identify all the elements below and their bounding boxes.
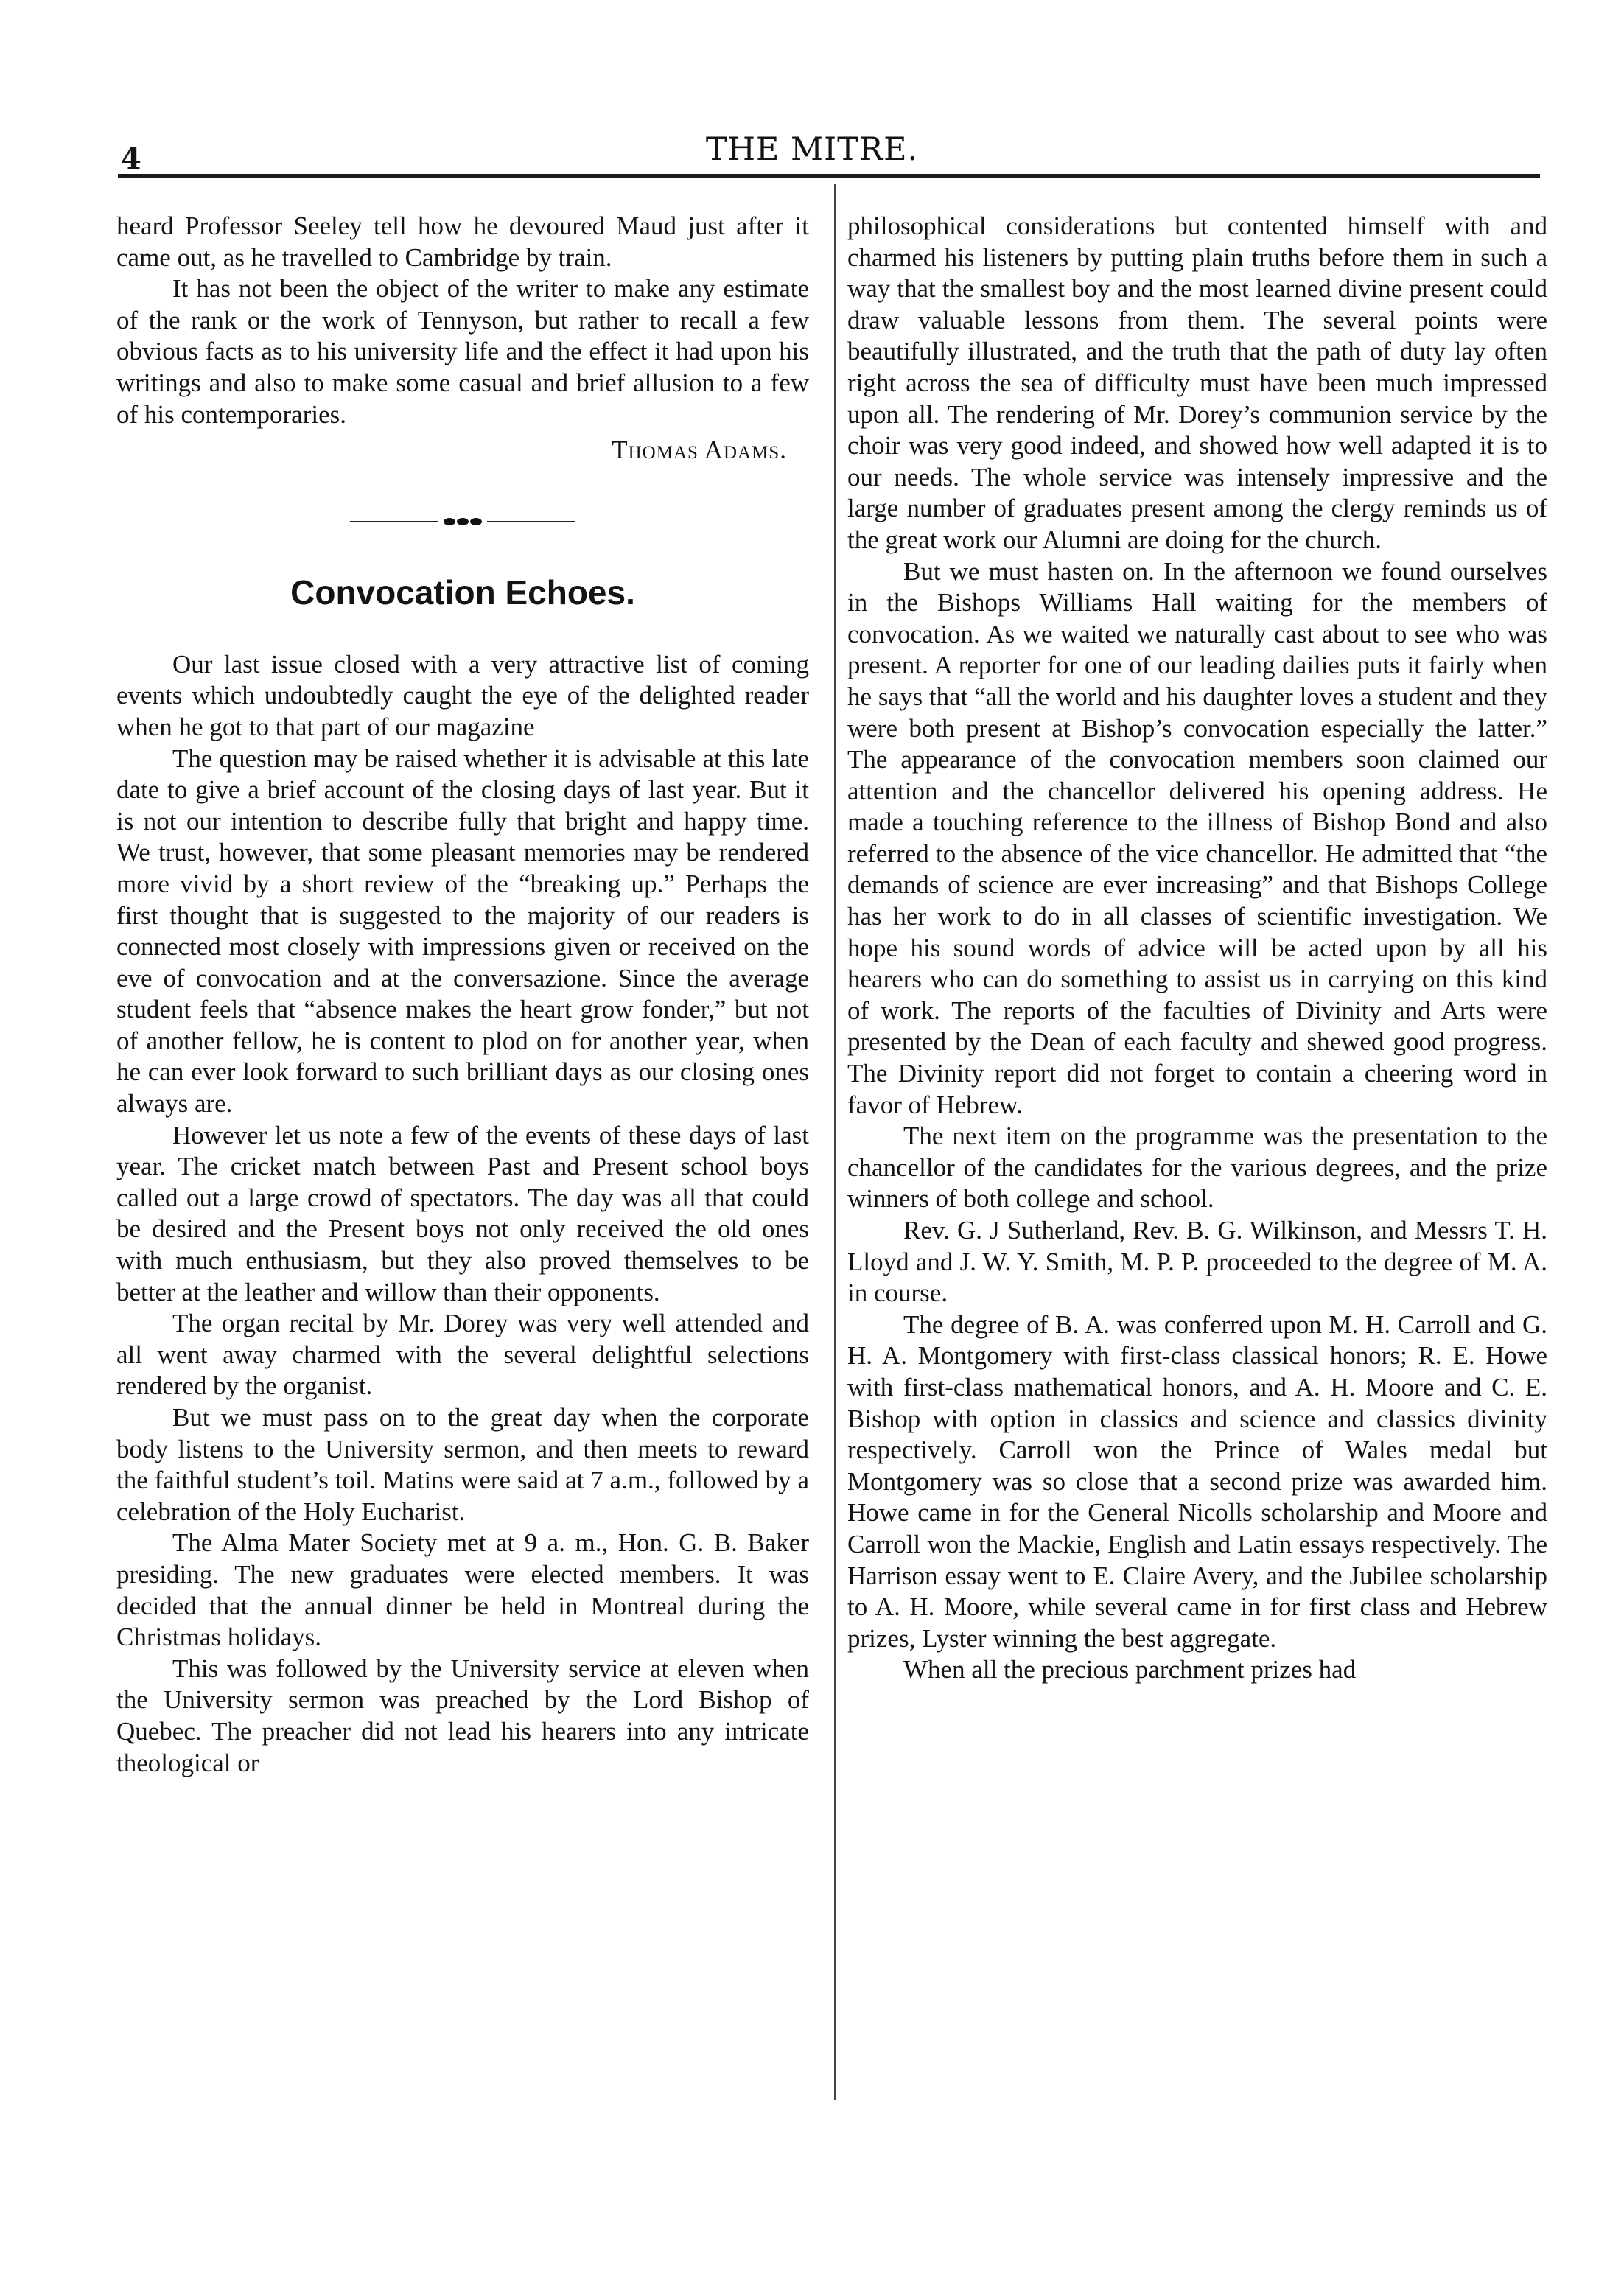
- author-signature: Thomas Adams.: [612, 435, 787, 465]
- ornament-line: [350, 521, 438, 522]
- right-column: [847, 211, 1547, 2127]
- paragraph: The degree of B. A. was conferred upon M. H. Carroll and G. H. A. Montgomery with first-class classical honors; R. E. Howe with first-class mathematical honors, and A. H. Moore and C. E. Bishop with option in classics and science and classics divinity respectively. Carroll won the Prince of Wales medal but Montgomery was so close that a second prize was awarded him. Howe came in for the General Nicolls scholarship and Moore and Carroll won the Mackie, English and Latin essays respectively. The Harrison essay went to E. Claire Avery, and the Jubilee scholarship to A. H. Moore, while several came in for first class and Hebrew prizes, Lyster winning the best aggregate.: [847, 1309, 1547, 1653]
- paragraph: But we must pass on to the great day when the corporate body listens to the University sermon, and then meets to reward the faithful student’s toil. Matins were said at 7 a.m., followed by a celebration of the Holy Eucharist.: [116, 1403, 809, 1526]
- header-rule: [118, 174, 1540, 178]
- paragraph: The next item on the programme was the presentation to the chancellor of the candidates for the various degrees, and the prize winners of both college and school.: [847, 1121, 1547, 1214]
- left-column: [116, 211, 809, 2127]
- ornament-dots-icon: [443, 518, 483, 525]
- paragraph: Rev. G. J Sutherland, Rev. B. G. Wilkinson, and Messrs T. H. Lloyd and J. W. Y. Smith, M. P. P. proceeded to the degree of M. A. in course.: [847, 1216, 1547, 1308]
- paragraph: The question may be raised whether it is advisable at this late date to give a brief account of the closing days of last year. But it is not our intention to describe fully that bright and happy time. We trust, however, that some pleasant memories may be rendered more vivid by a short review of the “breaking up.” Perhaps the first thought that is suggested to the majority of our readers is connected most closely with impressions given or received on the eve of convocation and at the conversazione. Since the average student feels that “absence makes the heart grow fonder,” but not of another fellow, he is content to plod on for another year, when he can ever look forward to such brilliant days as our closing ones always are.: [116, 743, 809, 1119]
- paragraph: But we must hasten on. In the afternoon we found ourselves in the Bishops Williams Hall waiting for the members of convocation. As we waited we naturally cast about to see who was present. A reporter for one of our leading dailies puts it fairly when he says that “all the world and his daughter loves a student and they were both present at Bishop’s convocation especially the latter.” The appearance of the convocation members soon claimed our attention and the chancellor delivered his opening address. He made a touching reference to the illness of Bishop Bond and also referred to the absence of the vice chancellor. He admitted that “the demands of science are ever increasing” and that Bishops College has her work to do in all classes of scientific investigation. We hope his sound words of advice will be acted upon by all his hearers who can do something to assist us in carrying on this kind of work. The reports of the faculties of Divinity and Arts were presented by the Dean of each faculty and shewed good progress. The Divinity report did not forget to contain a cheering word in favor of Hebrew.: [847, 556, 1547, 1119]
- column-divider: [834, 184, 836, 2100]
- article-heading: Convocation Echoes.: [290, 573, 635, 612]
- paragraph: It has not been the object of the writer to make any estimate of the rank or the work of Tennyson, but rather to recall a few obvious facts as to his university life and the effect it had upon his writings and also to make some casual and brief allusion to a few of his contemporaries.: [116, 274, 809, 429]
- paragraph: However let us note a few of the events of these days of last year. The cricket match between Past and Present school boys called out a large crowd of spectators. The day was all that could be desired and the Present boys not only received the old ones with much enthusiasm, but they also proved themselves to be better at the leather and willow than their opponents.: [116, 1120, 809, 1306]
- journal-title: THE MITRE.: [705, 131, 919, 168]
- ornament-line: [487, 521, 575, 522]
- paragraph: When all the precious parchment prizes had: [903, 1655, 1357, 1684]
- page-number: 4: [121, 141, 141, 176]
- paragraph: The Alma Mater Society met at 9 a. m., Hon. G. B. Baker presiding. The new graduates were elected members. It was decided that the annual dinner be held in Montreal during the Christmas holidays.: [116, 1528, 809, 1652]
- paragraph: This was followed by the University service at eleven when the University sermon was preached by the Lord Bishop of Quebec. The preacher did not lead his hearers into any intricate theological or: [116, 1654, 809, 1777]
- paragraph: heard Professor Seeley tell how he devoured Maud just after it came out, as he travelled to Cambridge by train.: [116, 211, 809, 272]
- paragraph: Our last issue closed with a very attractive list of coming events which undoubtedly caught the eye of the delighted reader when he got to that part of our magazine: [116, 649, 809, 741]
- paragraph: philosophical considerations but contented himself with and charmed his listeners by putting plain truths before them in such a way that the smallest boy and the most learned divine present could draw valuable lessons from them. The several points were beautifully illustrated, and the truth that the path of duty lay often right across the sea of difficulty must have been much impressed upon all. The rendering of Mr. Dorey’s communion service by the choir was very good indeed, and showed how well adapted it is to our needs. The whole service was intensely impressive and the large number of graduates present among the clergy reminds us of the great work our Alumni are doing for the church.: [847, 211, 1547, 554]
- paragraph: The organ recital by Mr. Dorey was very well attended and all went away charmed with the several delightful selections rendered by the organist.: [116, 1309, 809, 1401]
- section-divider-ornament: [116, 511, 809, 533]
